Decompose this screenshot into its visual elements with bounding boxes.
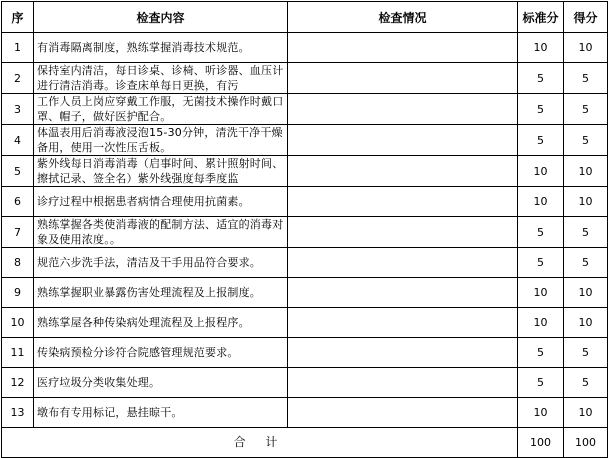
row-number: 8 bbox=[2, 248, 34, 278]
row-result bbox=[288, 338, 518, 368]
table-row bbox=[2, 368, 608, 398]
header-score: 得分 bbox=[564, 2, 608, 33]
row-score: 10 bbox=[564, 187, 608, 217]
row-standard-score: 10 bbox=[518, 278, 564, 308]
row-number: 2 bbox=[2, 63, 34, 94]
row-number: 12 bbox=[2, 368, 34, 398]
header-no: 序 bbox=[2, 2, 34, 33]
row-score: 10 bbox=[564, 278, 608, 308]
row-number: 6 bbox=[2, 187, 34, 217]
row-score: 5 bbox=[564, 248, 608, 278]
row-score: 5 bbox=[564, 368, 608, 398]
row-content: 规范六步洗手法，清洁及干手用品符合要求。 bbox=[34, 248, 288, 278]
row-score: 5 bbox=[564, 63, 608, 94]
row-content: 墩布有专用标记，悬挂晾干。 bbox=[34, 398, 288, 428]
row-result bbox=[288, 33, 518, 63]
total-label: 合 计 bbox=[2, 428, 518, 458]
row-content: 传染病预检分诊符合院感管理规范要求。 bbox=[34, 338, 288, 368]
row-standard-score: 5 bbox=[518, 338, 564, 368]
table-row bbox=[2, 278, 608, 308]
row-number: 11 bbox=[2, 338, 34, 368]
row-content: 工作人员上岗应穿戴工作服，无菌技术操作时戴口罩、帽子，做好医护配合。 bbox=[34, 94, 288, 125]
row-number: 3 bbox=[2, 94, 34, 125]
row-score: 5 bbox=[564, 125, 608, 156]
row-score: 10 bbox=[564, 33, 608, 63]
row-standard-score: 10 bbox=[518, 187, 564, 217]
row-result bbox=[288, 248, 518, 278]
row-standard-score: 10 bbox=[518, 33, 564, 63]
table-row bbox=[2, 63, 608, 94]
table-row bbox=[2, 308, 608, 338]
row-content: 体温表用后消毒液浸泡15-30分钟，清洗干净干燥备用，使用一次性压舌板。 bbox=[34, 125, 288, 156]
row-standard-score: 5 bbox=[518, 368, 564, 398]
table-row bbox=[2, 338, 608, 368]
header-result: 检查情况 bbox=[288, 2, 518, 33]
row-score: 10 bbox=[564, 398, 608, 428]
row-standard-score: 10 bbox=[518, 398, 564, 428]
row-number: 13 bbox=[2, 398, 34, 428]
row-result bbox=[288, 278, 518, 308]
table-row bbox=[2, 248, 608, 278]
row-score: 10 bbox=[564, 308, 608, 338]
row-result bbox=[288, 63, 518, 94]
row-result bbox=[288, 94, 518, 125]
row-number: 5 bbox=[2, 156, 34, 187]
row-result bbox=[288, 398, 518, 428]
row-result bbox=[288, 368, 518, 398]
table-row bbox=[2, 33, 608, 63]
table-body bbox=[2, 33, 608, 428]
row-content: 保持室内清洁，每日诊桌、诊椅、听诊器、血压计进行清洁消毒。诊查床单每日更换，有污 bbox=[34, 63, 288, 94]
row-number: 1 bbox=[2, 33, 34, 63]
inspection-table bbox=[1, 1, 608, 458]
row-content: 诊疗过程中根据患者病情合理使用抗菌素。 bbox=[34, 187, 288, 217]
row-standard-score: 5 bbox=[518, 63, 564, 94]
row-content: 熟练掌握职业暴露伤害处理流程及上报制度。 bbox=[34, 278, 288, 308]
row-content: 熟练掌屋各种传染病处理流程及上报程序。 bbox=[34, 308, 288, 338]
row-content: 医疗垃圾分类收集处理。 bbox=[34, 368, 288, 398]
row-standard-score: 5 bbox=[518, 248, 564, 278]
row-score: 5 bbox=[564, 217, 608, 248]
table-row bbox=[2, 94, 608, 125]
row-number: 9 bbox=[2, 278, 34, 308]
row-content: 紫外线每日消毒消毒（启事时间、累计照射时间、擦拭记录、签全名）紫外线强度每季度监 bbox=[34, 156, 288, 187]
row-content: 有消毒隔离制度，熟练掌握消毒技术规范。 bbox=[34, 33, 288, 63]
row-result bbox=[288, 156, 518, 187]
row-result bbox=[288, 187, 518, 217]
row-standard-score: 10 bbox=[518, 308, 564, 338]
row-score: 10 bbox=[564, 156, 608, 187]
row-result bbox=[288, 125, 518, 156]
row-result bbox=[288, 217, 518, 248]
row-standard-score: 10 bbox=[518, 156, 564, 187]
table-row bbox=[2, 125, 608, 156]
row-standard-score: 5 bbox=[518, 94, 564, 125]
total-row bbox=[2, 428, 608, 458]
row-standard-score: 5 bbox=[518, 125, 564, 156]
row-number: 7 bbox=[2, 217, 34, 248]
table-row bbox=[2, 398, 608, 428]
total-standard: 100 bbox=[518, 428, 564, 458]
header-row bbox=[2, 2, 608, 33]
table-row bbox=[2, 156, 608, 187]
header-standard: 标准分 bbox=[518, 2, 564, 33]
row-content: 熟练掌握各类使消毒液的配制方法、适宜的消毒对象及使用浓度。。 bbox=[34, 217, 288, 248]
header-content: 检查内容 bbox=[34, 2, 288, 33]
total-score: 100 bbox=[564, 428, 608, 458]
row-score: 5 bbox=[564, 94, 608, 125]
row-number: 10 bbox=[2, 308, 34, 338]
table-row bbox=[2, 187, 608, 217]
row-score: 5 bbox=[564, 338, 608, 368]
table-row bbox=[2, 217, 608, 248]
row-standard-score: 5 bbox=[518, 217, 564, 248]
row-result bbox=[288, 308, 518, 338]
row-number: 4 bbox=[2, 125, 34, 156]
